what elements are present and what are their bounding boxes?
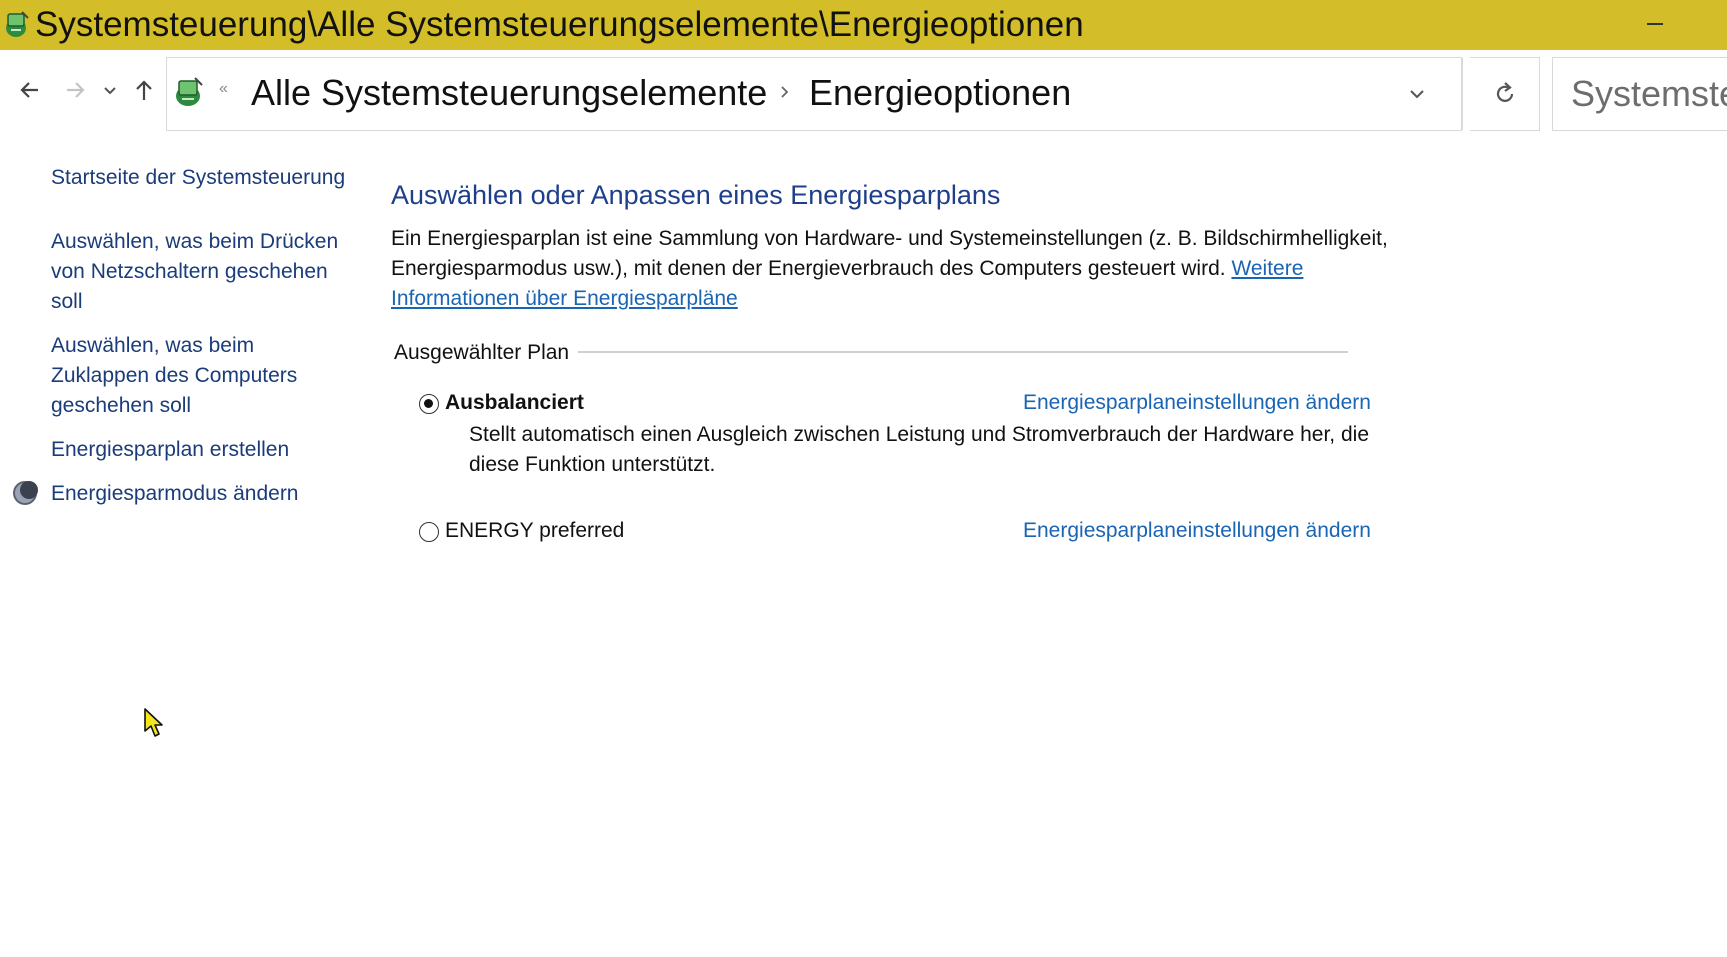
breadcrumb-overflow[interactable]: « bbox=[219, 80, 228, 97]
window-title: Systemsteuerung\Alle Systemsteuerungselemente\Energieoptionen bbox=[35, 5, 1084, 44]
plan-radio-balanced[interactable] bbox=[419, 394, 439, 414]
forward-arrow-icon[interactable] bbox=[59, 72, 91, 108]
breadcrumb-all-control-panel-items[interactable]: Alle Systemsteuerungselemente bbox=[251, 72, 768, 113]
address-bar[interactable] bbox=[166, 57, 1462, 131]
selected-plan-group-label: Ausgewählter Plan bbox=[394, 341, 570, 364]
title-bar bbox=[0, 0, 1727, 50]
search-box[interactable] bbox=[1552, 57, 1727, 131]
back-arrow-icon[interactable] bbox=[14, 72, 46, 108]
description-text: Ein Energiesparplan ist eine Sammlung von Hardware- und Systemeinstellungen (z. B. Bildschirmhelligkeit, Energiesparmodus usw.), mit denen der Energieverbrauch des Computers gesteuert wird. bbox=[391, 227, 1388, 280]
mouse-cursor-icon bbox=[143, 707, 165, 739]
search-input[interactable] bbox=[1553, 58, 1727, 130]
chevron-right-icon[interactable] bbox=[777, 82, 793, 102]
sleep-moon-icon bbox=[11, 479, 39, 507]
page-description bbox=[391, 224, 1401, 314]
plan-description-balanced: Stellt automatisch einen Ausgleich zwischen Leistung und Stromverbrauch der Hardware her, die diese Funktion unterstützt. bbox=[469, 423, 1369, 476]
breadcrumb-power-options[interactable]: Energieoptionen bbox=[809, 72, 1072, 113]
link-lid-close-actions[interactable]: Auswählen, was beim Zuklappen des Computers geschehen soll bbox=[51, 334, 298, 417]
link-control-panel-home[interactable]: Startseite der Systemsteuerung bbox=[51, 166, 346, 189]
plan-name-energy-preferred[interactable]: ENERGY preferred bbox=[445, 519, 625, 542]
link-power-button-actions[interactable]: Auswählen, was beim Drücken von Netzschaltern geschehen soll bbox=[51, 230, 339, 313]
chevron-down-icon[interactable] bbox=[100, 72, 120, 108]
minimize-button[interactable] bbox=[1636, 6, 1676, 42]
control-panel-icon bbox=[171, 74, 205, 110]
plan-name-balanced[interactable]: Ausbalanciert bbox=[445, 391, 584, 414]
page-title: Auswählen oder Anpassen eines Energiesparplans bbox=[391, 180, 1001, 210]
address-history-chevron-icon[interactable] bbox=[1403, 80, 1431, 108]
control-panel-icon bbox=[2, 8, 30, 40]
refresh-button[interactable] bbox=[1470, 57, 1540, 131]
address-divider bbox=[1462, 58, 1463, 130]
up-arrow-icon[interactable] bbox=[128, 72, 160, 108]
group-divider bbox=[578, 351, 1348, 353]
link-change-sleep-mode[interactable]: Energiesparmodus ändern bbox=[51, 482, 299, 505]
more-info-link[interactable]: Weitere Informationen über Energiesparpläne bbox=[391, 257, 1304, 310]
link-create-power-plan[interactable]: Energiesparplan erstellen bbox=[51, 438, 290, 461]
refresh-icon bbox=[1492, 80, 1518, 108]
plan-settings-link-energy-preferred[interactable]: Energiesparplaneinstellungen ändern bbox=[1023, 519, 1371, 542]
plan-settings-link-balanced[interactable]: Energiesparplaneinstellungen ändern bbox=[1023, 391, 1371, 414]
plan-radio-energy-preferred[interactable] bbox=[419, 522, 439, 542]
left-navigation-pane bbox=[0, 132, 370, 957]
